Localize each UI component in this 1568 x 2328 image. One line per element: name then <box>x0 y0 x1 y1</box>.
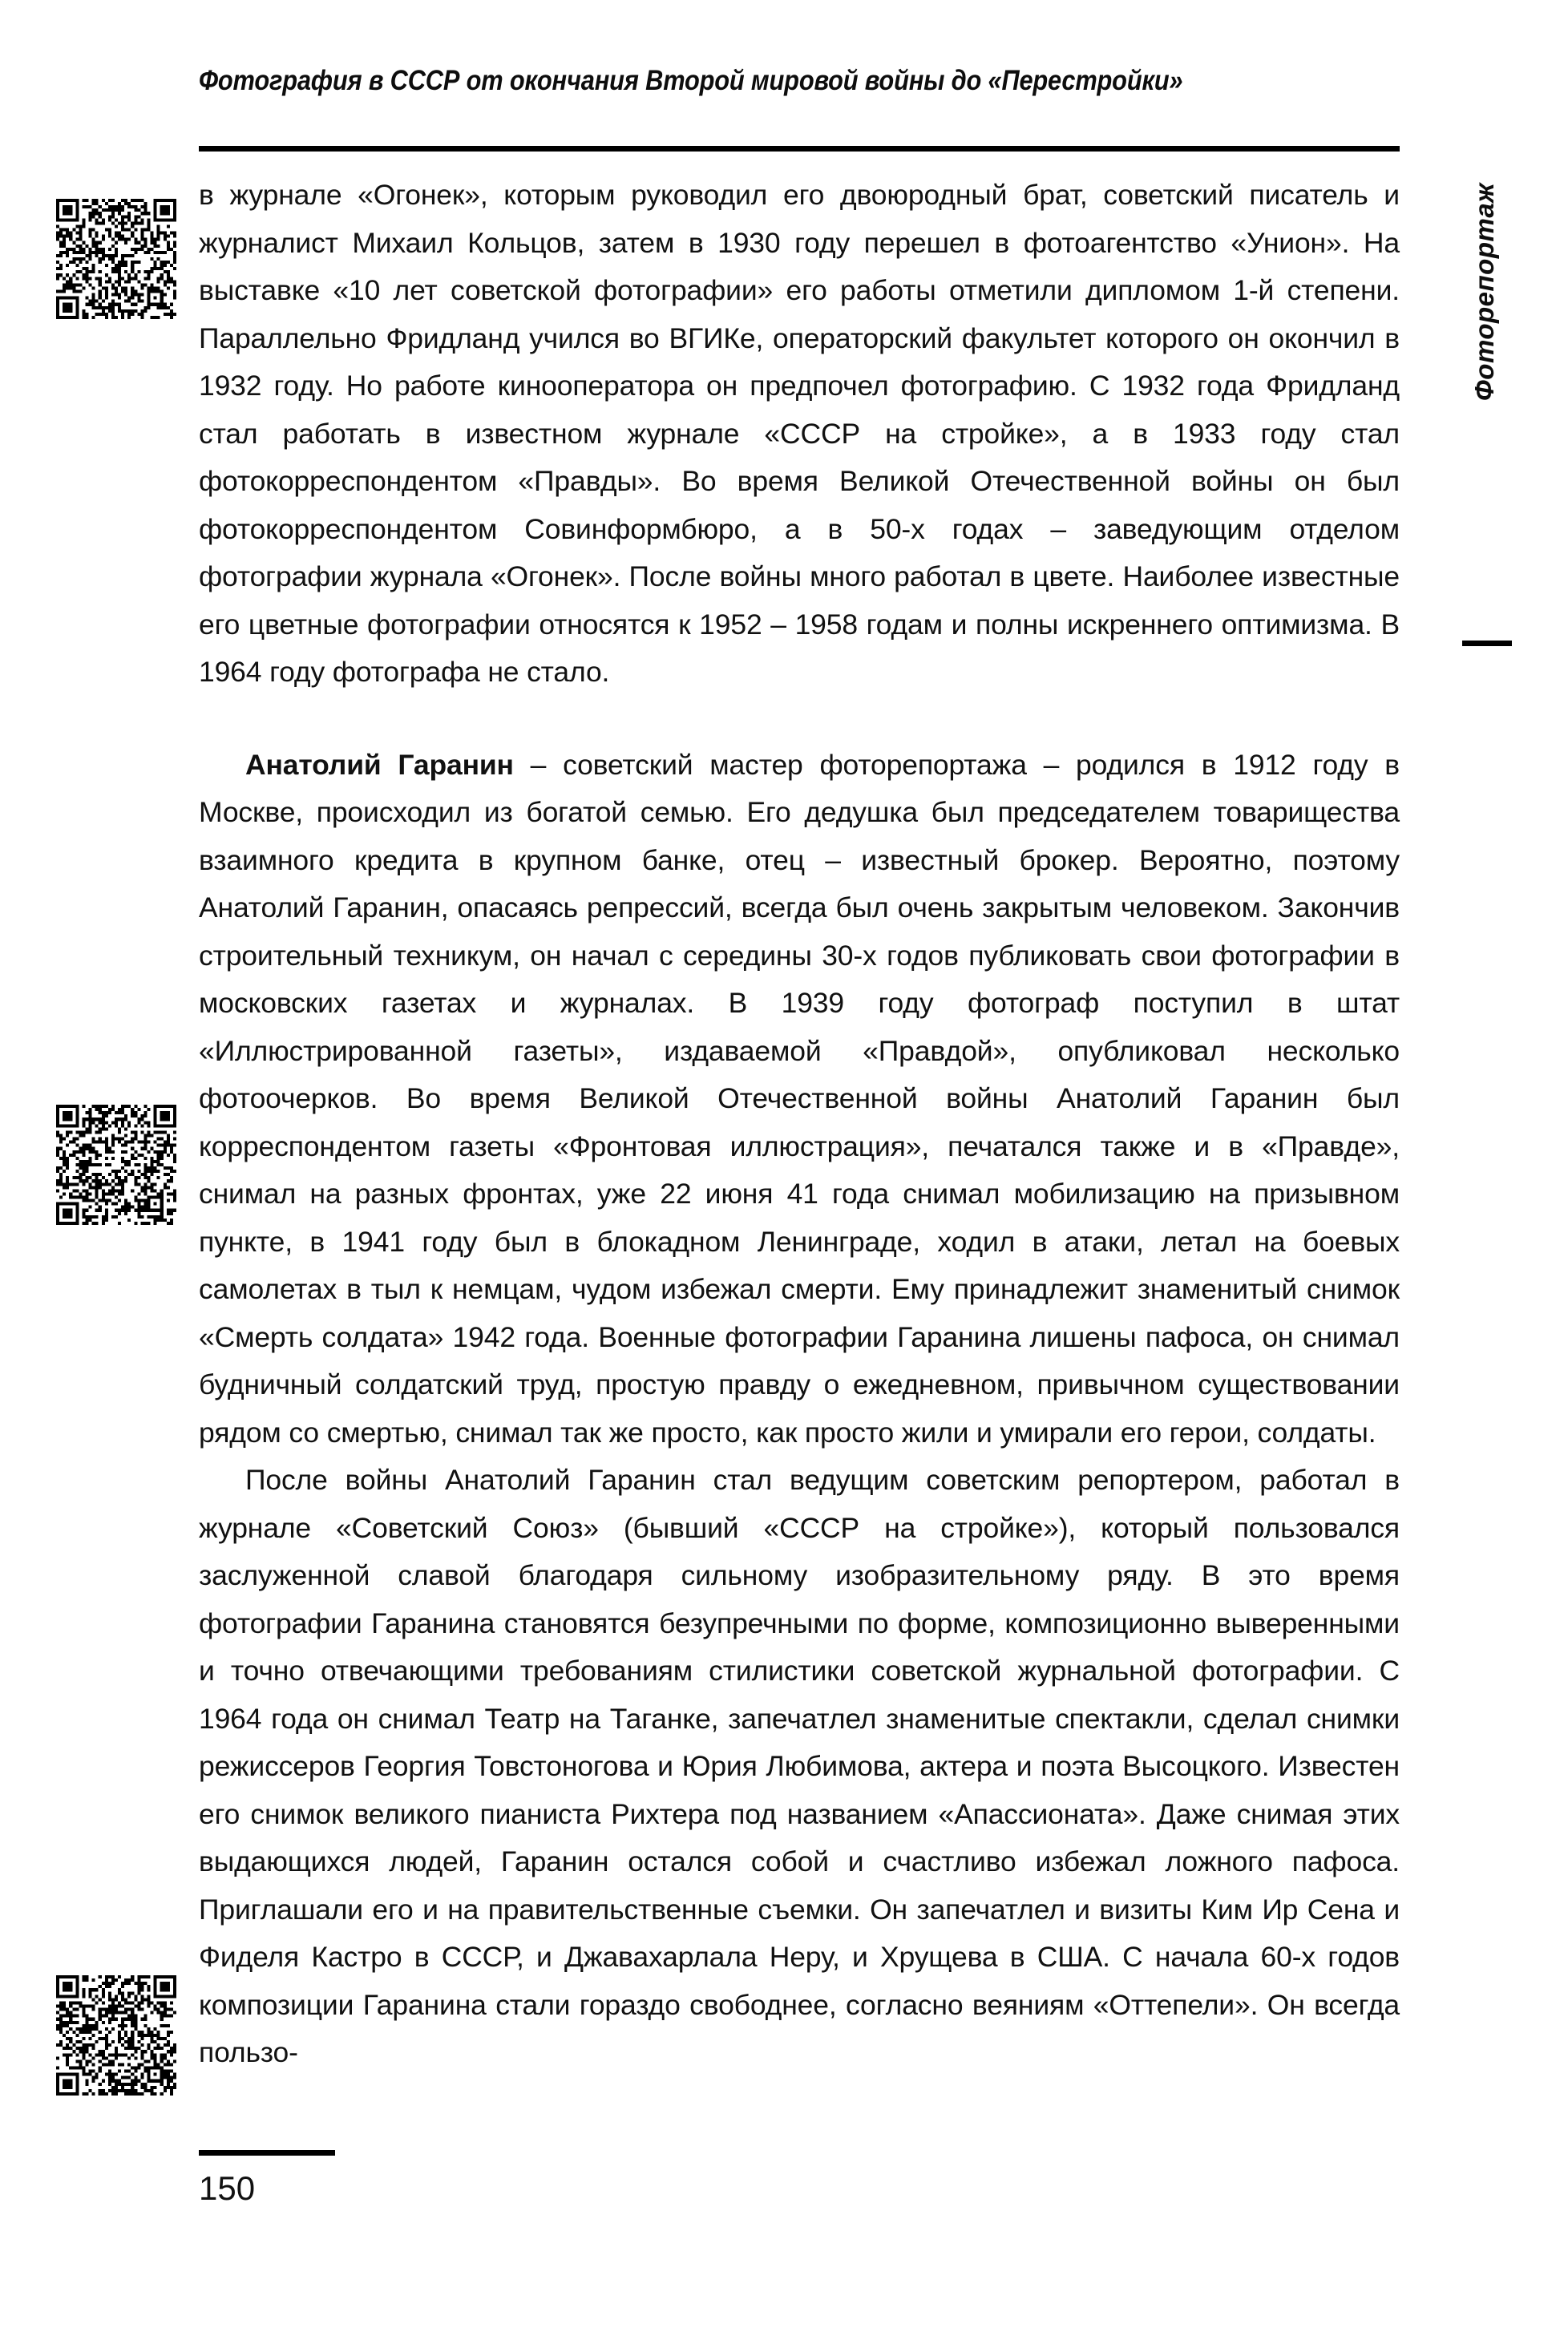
text-column <box>199 172 1400 2077</box>
header-rule <box>199 146 1400 152</box>
paragraph-garanin-early-text: – советский мастер фоторепортажа – родился в 1912 году в Москве, происходил из богатой семью. Его дедушка был председателем товарищества взаимного кредита в крупном банке, отец – известный брокер. Вероятно, поэтому Анатолий Гаранин, опасаясь репрессий, всегда был очень закрытым человеком. Закончив строительный техникум, он начал с середины 30-х годов публиковать свои фотографии в московских газетах и журналах. В 1939 году фотограф поступил в штат «Иллюстрированной газеты», издаваемой «Правдой», опубликовал несколько фотоочерков. Во время Великой Отечественной войны Анатолий Гаранин был корреспондентом газеты «Фронтовая иллюстрация», печатался также и в «Правде», снимал на разных фронтах, уже 22 июня 41 года снимал мобилизацию на призывном пункте, в 1941 году был в блокадном Ленинграде, ходил в атаки, летал на боевых самолетах в тыл к немцам, чудом избежал смерти. Ему принадлежит знаменитый снимок «Смерть солдата» 1942 года. Военные фотографии Гаранина лишены пафоса, он снимал будничный солдатский труд, простую правду о ежедневном, привычном существовании рядом со смертью, снимал так же просто, как просто жили и умирали его герои, солдаты. <box>199 748 1400 1449</box>
qr-code-marker-bottom-canvas <box>56 1975 176 2096</box>
side-tab-rule <box>1462 641 1512 646</box>
paragraph-fridland <box>199 172 1400 697</box>
qr-code-marker-bottom <box>56 1975 176 2096</box>
qr-code-marker-top <box>56 199 176 319</box>
qr-code-marker-top-canvas <box>56 199 176 319</box>
paragraph-fridland-text: в журнале «Огонек», которым руководил его двоюродный брат, советский писатель и журналист Михаил Кольцов, затем в 1930 году перешел в фотоагентство «Унион». На выставке «10 лет советской фотографии» его работы отметили дипломом 1-й степени. Параллельно Фридланд учился во ВГИКе, операторский факультет которого он окончил в 1932 году. Но работе кинооператора он предпочел фотографию. С 1932 года Фридланд стал работать в известном журнале «СССР на стройке», а в 1933 году стал фотокорреспондентом «Правды». Во время Великой Отечественной войны он был фотокорреспондентом Совинформбюро, а в 50-х годах – заведующим отделом фотографии журнала «Огонек». После войны много работал в цвете. Наиболее известные его цветные фотографии относятся к 1952 – 1958 годам и полны искреннего оптимизма. В 1964 году фотографа не стало. <box>199 179 1400 688</box>
qr-code-marker-middle <box>56 1105 176 1225</box>
section-side-tab <box>1456 183 1513 632</box>
section-side-tab-label: Фоторепортаж <box>1469 183 1499 401</box>
paragraph-garanin-postwar <box>199 1457 1400 2077</box>
lead-name-garanin: Анатолий Гаранин <box>245 748 514 781</box>
paragraph-garanin-early <box>199 742 1400 1457</box>
running-head <box>199 50 1456 95</box>
footer-rule <box>199 2150 335 2156</box>
qr-code-marker-middle-canvas <box>56 1105 176 1225</box>
paragraph-garanin-postwar-text: После войны Анатолий Гаранин стал ведущим советским репортером, работал в журнале «Советский Союз» (бывший «СССР на стройке»), который пользовался заслуженной славой благодаря сильному изобразительному ряду. В это время фотографии Гаранина становятся безупречными по форме, композиционно выверенными и точно отвечающими требованиям стилистики советской журнальной фотографии. С 1964 года он снимал Театр на Таганке, запечатлел знаменитые спектакли, сделал снимки режиссеров Георгия Товстоногова и Юрия Любимова, актера и поэта Высоцкого. Известен его снимок великого пианиста Рихтера под названием «Апассионата». Даже снимая этих выдающихся людей, Гаранин остался собой и счастливо избежал ложного пафоса. Приглашали его и на правительственные съемки. Он запечатлел и визиты Ким Ир Сена и Фиделя Кастро в СССР, и Джавахарлала Неру, и Хрущева в США. С начала 60-х годов композиции Гаранина стали гораздо свободнее, согласно веяниям «Оттепели». Он всегда пользо- <box>199 1464 1400 2068</box>
page-number: 150 <box>199 2169 256 2207</box>
running-head-title: Фотография в СССР от окончания Второй мировой войны до «Перестройки» <box>199 65 1183 96</box>
